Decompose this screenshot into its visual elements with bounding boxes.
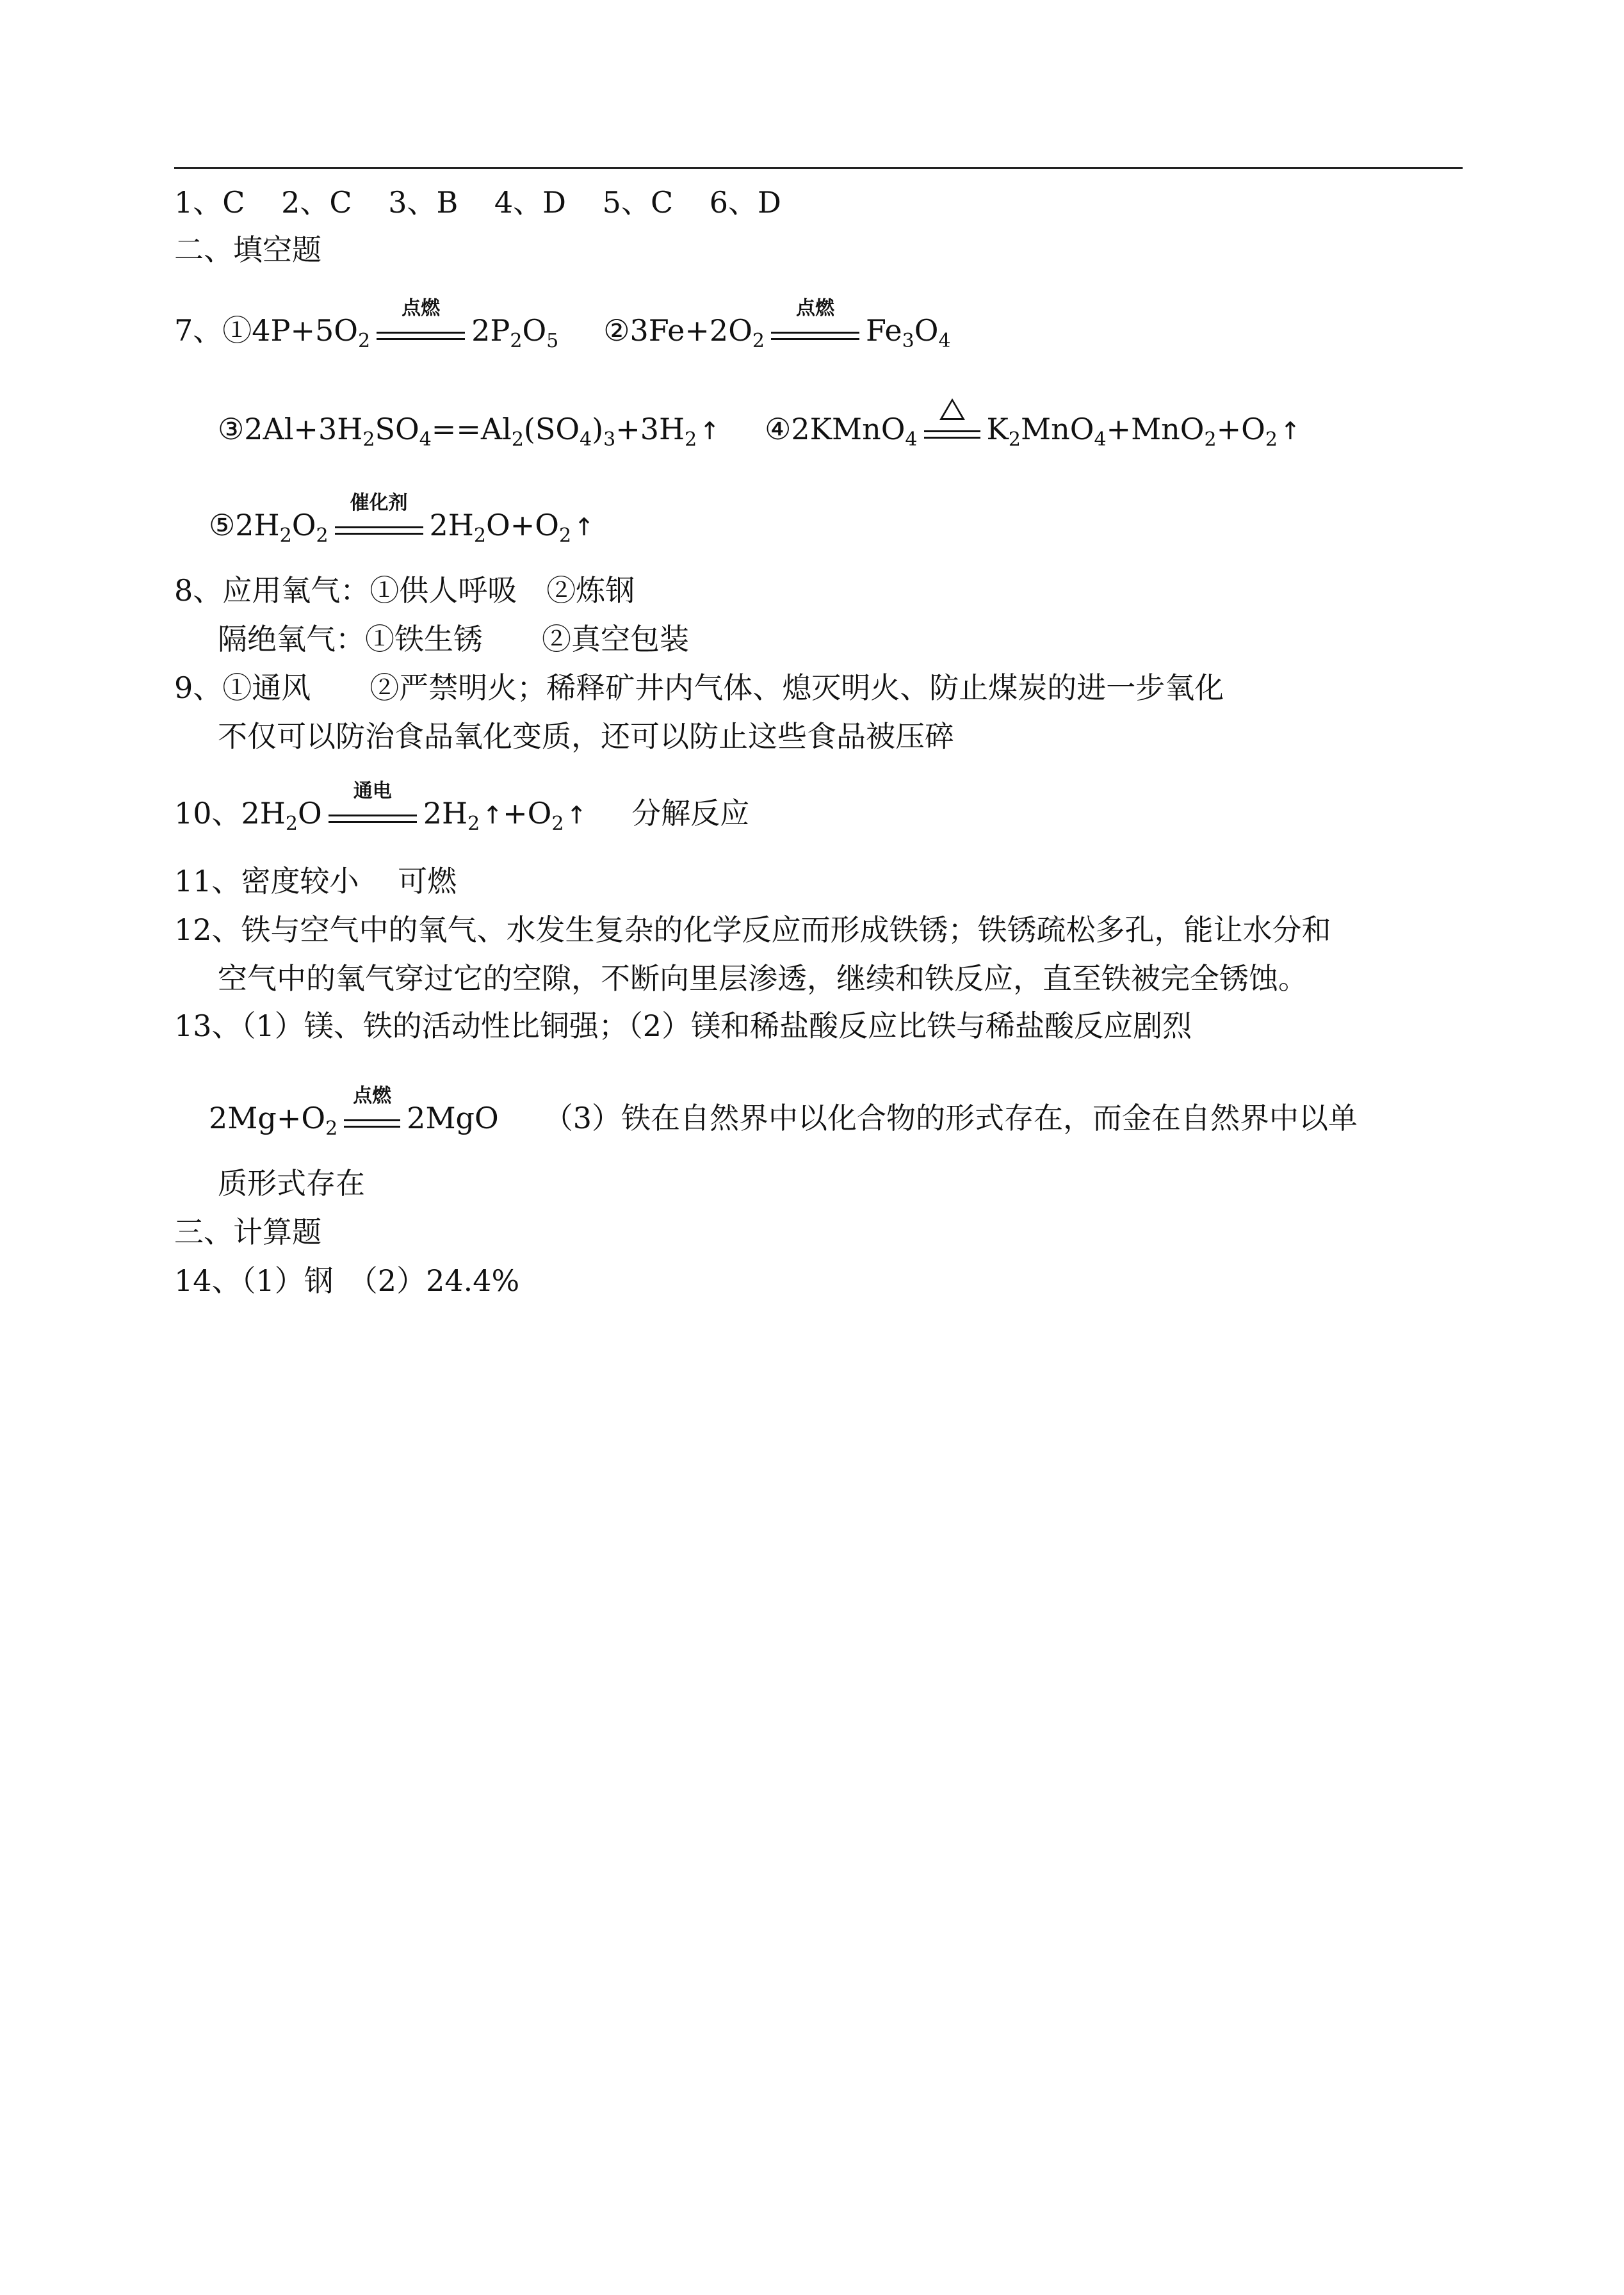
q7-r2-equals <box>767 297 863 352</box>
q11-line: 11、密度较小 可燃 <box>174 864 457 898</box>
q7-r5-products: $2H_2O+O_2$ ↑ <box>429 508 594 547</box>
q10-reactants: 10、$2H_2O$ <box>174 796 322 835</box>
q13-line-1: 13、（1）镁、铁的活动性比铜强；（2）镁和稀盐酸反应比铁与稀盐酸反应剧烈 <box>174 1009 1192 1043</box>
q7-r5-reactants: $⑤2H_2O_2$ <box>209 508 329 547</box>
q13-line-2 <box>209 1085 1358 1140</box>
up-arrow-icon: ↑ <box>566 801 587 829</box>
mc-answer-6: 6、D <box>709 185 781 220</box>
mc-answer-1: 1、C <box>174 185 245 220</box>
q7-r2-reactants: $②3Fe+2O_2$ <box>603 313 765 352</box>
heat-triangle-icon <box>939 398 965 420</box>
q10-equals <box>325 780 421 835</box>
mc-answer-3: 3、B <box>388 185 459 220</box>
up-arrow-icon: ↑ <box>574 513 594 541</box>
q7-number: 7、 <box>174 313 223 348</box>
q8-line-1: 8、应用氧气：①供人呼吸 ②炼钢 <box>174 573 635 608</box>
q10-condition: 通电 <box>353 780 392 802</box>
section-heading-calculation: 三、计算题 <box>174 1215 321 1249</box>
q9-line-1: 9、①通风 ②严禁明火；稀释矿井内气体、熄灭明火、防止煤炭的进一步氧化 <box>174 670 1224 705</box>
up-arrow-icon: ↑ <box>482 801 503 829</box>
up-arrow-icon: ↑ <box>1279 417 1301 445</box>
q7-r4-reactants: ④2KMnO$_4$ <box>765 412 918 451</box>
q13-condition: 点燃 <box>353 1085 392 1107</box>
q10-reaction-type: 分解反应 <box>631 796 750 831</box>
q7-r4-products: $K_2MnO_4+MnO_2+O_2$ ↑ <box>986 412 1301 451</box>
q7-line-2 <box>218 410 1301 451</box>
q7-r5-condition: 催化剂 <box>350 492 408 514</box>
q7-r2-condition: 点燃 <box>796 297 834 320</box>
q14-line: 14、（1）钢 （2）24.4% <box>174 1263 520 1298</box>
q7-line-1 <box>174 297 951 352</box>
mc-answer-5: 5、C <box>602 185 674 220</box>
q10-line <box>174 780 750 835</box>
mc-answers <box>174 183 781 222</box>
up-arrow-icon: ↑ <box>699 417 720 445</box>
q13-line-3: 质形式存在 <box>218 1166 365 1201</box>
q7-r3-equation: $③2Al+3H_2SO_4==Al_2(SO_4)_3+3H_2$ ↑ <box>218 412 720 451</box>
mc-answer-2: 2、C <box>281 185 352 220</box>
q8-line-2: 隔绝氧气：①铁生锈 ②真空包装 <box>218 622 689 656</box>
q10-products: $2H_2$ $↑+O_2$ ↑ <box>423 796 587 835</box>
q7-r2-products: $Fe_3O_4$ <box>866 313 951 352</box>
q12-line-1: 12、铁与空气中的氧气、水发生复杂的化学反应而形成铁锈；铁锈疏松多孔，能让水分和 <box>174 912 1331 947</box>
q7-r4-equals <box>920 412 984 451</box>
q9-line-2: 不仅可以防治食品氧化变质，还可以防止这些食品被压碎 <box>218 719 954 754</box>
mc-answer-4: 4、D <box>494 185 567 220</box>
q13-equation: $2Mg+O_2$ 点燃 2MgO <box>209 1085 499 1140</box>
section-heading-fill-in: 二、填空题 <box>174 232 321 267</box>
q13-equals <box>340 1085 404 1140</box>
q7-r5-equals <box>331 492 427 547</box>
header-rule <box>174 167 1463 169</box>
q7-r1-products: $2P_2O_5$ <box>471 313 559 352</box>
q7-r1-condition: 点燃 <box>402 297 441 320</box>
q7-line-3 <box>209 492 594 547</box>
q7-r1-reactants: $①4P+5O_2$ <box>222 313 371 352</box>
q13-line-2-text: （3）铁在自然界中以化合物的形式存在，而金在自然界中以单 <box>543 1101 1358 1135</box>
q7-r1-equals <box>373 297 469 352</box>
q12-line-2: 空气中的氧气穿过它的空隙，不断向里层渗透，继续和铁反应，直至铁被完全锈蚀。 <box>218 961 1308 996</box>
